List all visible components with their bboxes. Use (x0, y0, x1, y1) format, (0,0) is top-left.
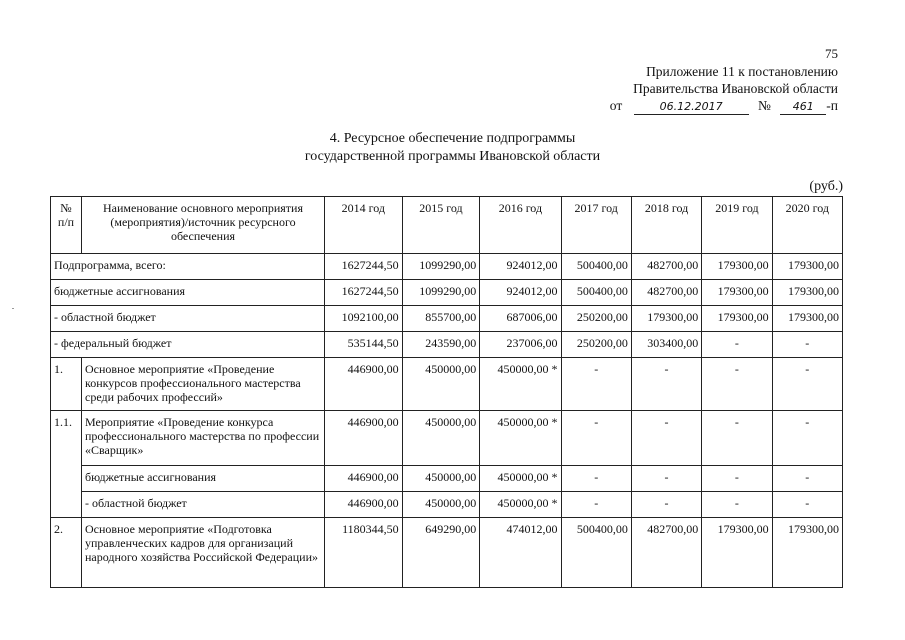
cell-value: 179300,00 (702, 518, 772, 588)
table-row (51, 332, 843, 358)
resource-table (50, 196, 843, 588)
cell-value: 243590,00 (402, 332, 480, 358)
cell-value: 1099290,00 (402, 280, 480, 306)
number-suffix: -п (826, 98, 838, 113)
cell-value: 1092100,00 (325, 306, 403, 332)
row-number: 2. (51, 518, 82, 588)
header-year: 2018 год (631, 197, 701, 254)
cell-value: - (561, 358, 631, 411)
cell-value: 303400,00 (631, 332, 701, 358)
cell-value: - (631, 492, 701, 518)
cell-value: 450000,00 * (480, 358, 561, 411)
page-number: 75 (825, 46, 838, 61)
cell-value: 687006,00 (480, 306, 561, 332)
decree-date: 06.12.2017 (634, 100, 749, 115)
cell-value: 1627244,50 (325, 254, 403, 280)
annex-block (610, 63, 838, 115)
table-row (51, 518, 843, 588)
cell-value: - (702, 466, 772, 492)
table-row (51, 280, 843, 306)
title-line-2: государственной программы Ивановской области (304, 149, 601, 164)
annex-line-1: Приложение 11 к постановлению (646, 64, 838, 79)
cell-value: 855700,00 (402, 306, 480, 332)
cell-value: 450000,00 (402, 358, 480, 411)
row-name: бюджетные ассигнования (82, 466, 325, 492)
cell-value: 482700,00 (631, 254, 701, 280)
cell-value: 446900,00 (325, 411, 403, 466)
cell-value: - (702, 411, 772, 466)
cell-value: - (631, 466, 701, 492)
row-number: 1. (51, 358, 82, 411)
cell-value: 649290,00 (402, 518, 480, 588)
cell-value: 446900,00 (325, 358, 403, 411)
row-name: - областной бюджет (51, 306, 325, 332)
row-name: Основное мероприятие «Подготовка управленческих кадров для организаций народного хозяйства Российской Федерации» (82, 518, 325, 588)
annex-line-2: Правительства Ивановской области (633, 81, 838, 96)
decree-number: 461 (780, 100, 826, 115)
header-year: 2015 год (402, 197, 480, 254)
header-num: № п/п (51, 197, 82, 254)
header-name: Наименование основного мероприятия (мероприятия)/источник ресурсного обеспечения (82, 197, 325, 254)
cell-value: 1627244,50 (325, 280, 403, 306)
cell-value: 474012,00 (480, 518, 561, 588)
annex-reference-line (610, 97, 838, 115)
cell-value: - (631, 358, 701, 411)
header-year: 2016 год (480, 197, 561, 254)
cell-value: 179300,00 (702, 280, 772, 306)
title-line-1: 4. Ресурсное обеспечение подпрограммы (329, 131, 576, 146)
cell-value: 250200,00 (561, 332, 631, 358)
table-row (51, 411, 843, 466)
cell-value: 450000,00 (402, 411, 480, 466)
cell-value: 500400,00 (561, 254, 631, 280)
cell-value: 237006,00 (480, 332, 561, 358)
header-year: 2019 год (702, 197, 772, 254)
cell-value: 482700,00 (631, 518, 701, 588)
cell-value: 450000,00 * (480, 466, 561, 492)
cell-value: 179300,00 (702, 254, 772, 280)
table-row (51, 306, 843, 332)
cell-value: - (772, 332, 842, 358)
row-name: Подпрограмма, всего: (51, 254, 325, 280)
table-row (51, 466, 843, 492)
cell-value: 179300,00 (631, 306, 701, 332)
cell-value: 535144,50 (325, 332, 403, 358)
cell-value: - (561, 492, 631, 518)
cell-value: - (702, 358, 772, 411)
cell-value: 179300,00 (772, 254, 842, 280)
cell-value: - (772, 358, 842, 411)
header-year: 2020 год (772, 197, 842, 254)
cell-value: 250200,00 (561, 306, 631, 332)
table-row (51, 492, 843, 518)
cell-value: 450000,00 * (480, 492, 561, 518)
row-number: 1.1. (51, 411, 82, 518)
cell-value: 924012,00 (480, 254, 561, 280)
row-name: бюджетные ассигнования (51, 280, 325, 306)
cell-value: 500400,00 (561, 280, 631, 306)
cell-value: 179300,00 (772, 280, 842, 306)
header-year: 2017 год (561, 197, 631, 254)
table-row (51, 358, 843, 411)
table-row (51, 254, 843, 280)
cell-value: - (702, 332, 772, 358)
header-year: 2014 год (325, 197, 403, 254)
table-header-row (51, 197, 843, 254)
cell-value: 1099290,00 (402, 254, 480, 280)
cell-value: 500400,00 (561, 518, 631, 588)
row-name: - областной бюджет (82, 492, 325, 518)
cell-value: - (702, 492, 772, 518)
section-title (0, 130, 905, 166)
cell-value: 924012,00 (480, 280, 561, 306)
cell-value: 450000,00 (402, 466, 480, 492)
scan-margin-mark (12, 308, 14, 309)
row-name: Мероприятие «Проведение конкурса профессионального мастерства по профессии «Сварщик» (82, 411, 325, 466)
cell-value: 482700,00 (631, 280, 701, 306)
from-label: от (609, 98, 623, 113)
cell-value: - (561, 466, 631, 492)
cell-value: 179300,00 (772, 306, 842, 332)
cell-value: 446900,00 (325, 466, 403, 492)
cell-value: 446900,00 (325, 492, 403, 518)
currency-unit: (руб.) (809, 179, 843, 194)
cell-value: 450000,00 (402, 492, 480, 518)
cell-value: - (772, 466, 842, 492)
row-name: Основное мероприятие «Проведение конкурсов профессионального мастерства среди рабочих профессий» (82, 358, 325, 411)
cell-value: 179300,00 (772, 518, 842, 588)
cell-value: 179300,00 (702, 306, 772, 332)
cell-value: - (772, 492, 842, 518)
cell-value: - (631, 411, 701, 466)
cell-value: 1180344,50 (325, 518, 403, 588)
cell-value: 450000,00 * (480, 411, 561, 466)
cell-value: - (561, 411, 631, 466)
row-name: - федеральный бюджет (51, 332, 325, 358)
number-label: № (758, 98, 771, 113)
cell-value: - (772, 411, 842, 466)
